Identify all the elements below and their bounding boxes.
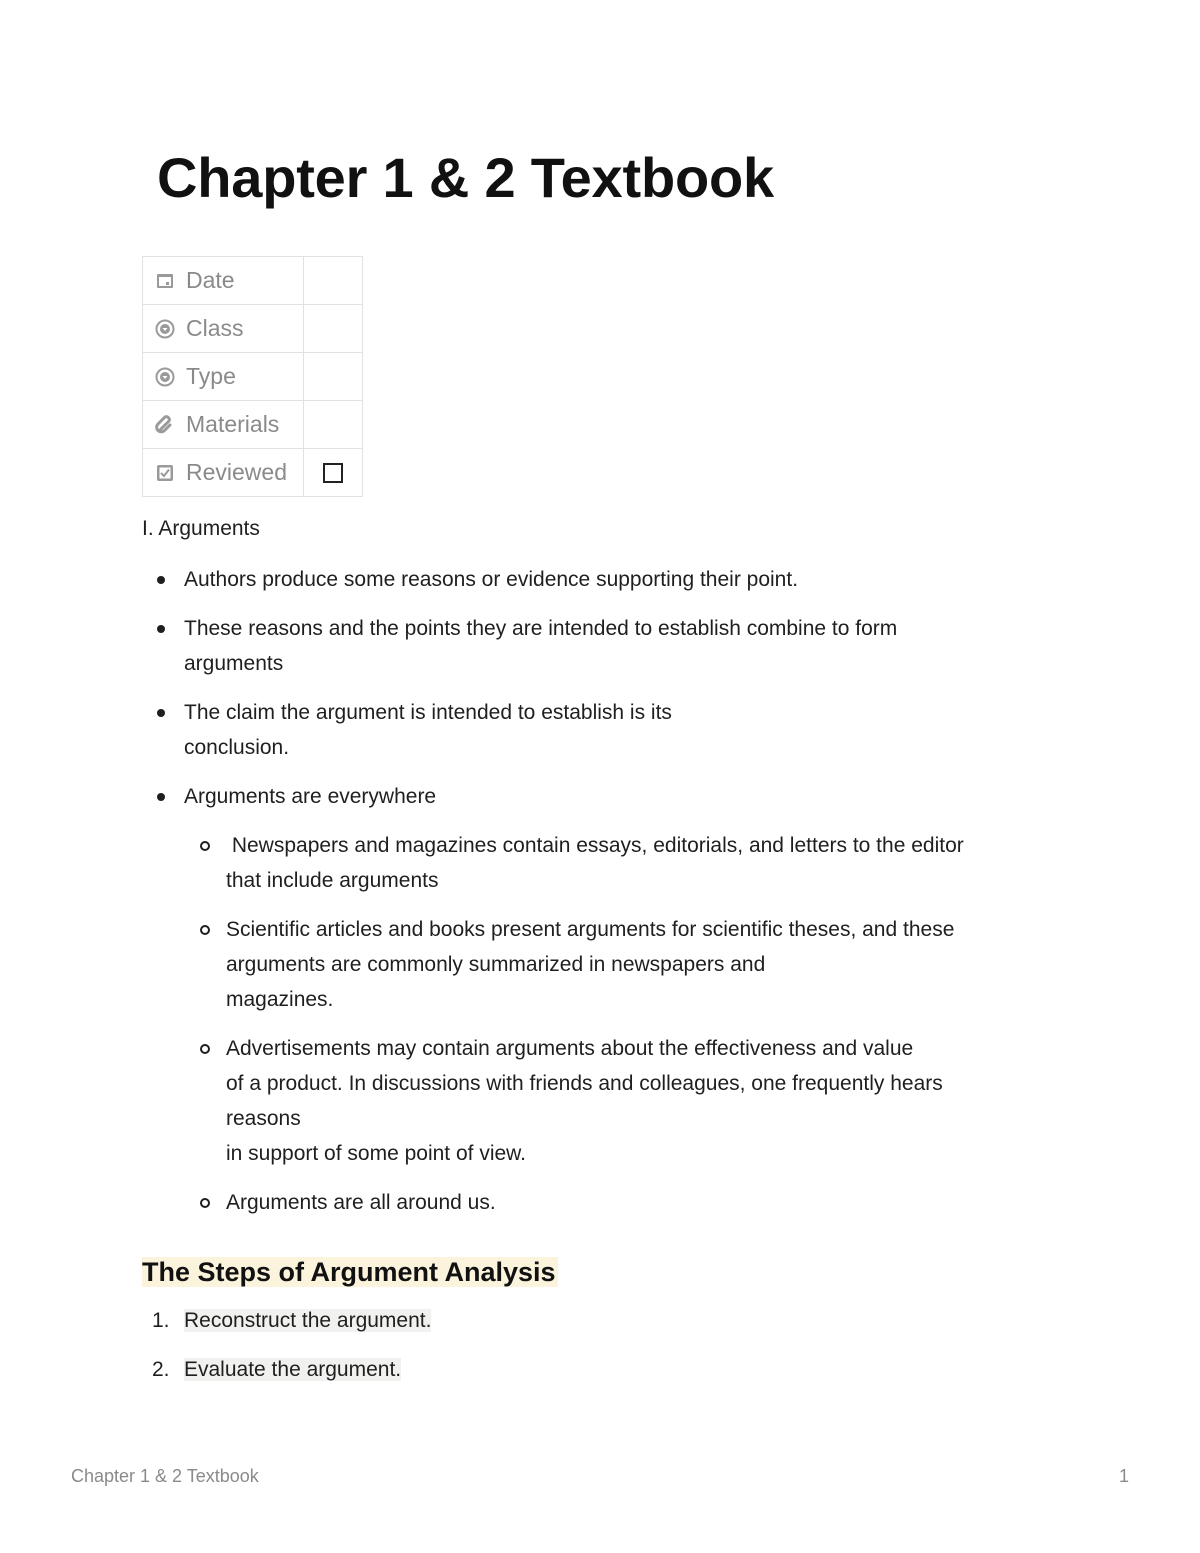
sub-bullet-list <box>184 828 1062 1220</box>
property-row-reviewed <box>143 449 363 497</box>
list-item: Arguments are everywhere Newspapers and magazines contain essays, editorials, and letters to the editor that include arguments Scientific articles and books present arguments for scientific theses, and these arguments are commonly summarized in newspapers and magazines. Advertisements may contain arguments about the effectiveness and value of a product. In discussions with friends and colleagues, one frequently hears reasons in support of some point of view. Arguments are all around us. <box>142 779 1062 1220</box>
sub-list-item: Scientific articles and books present arguments for scientific theses, and these arguments are commonly summarized in newspapers and magazines. <box>184 912 1062 1017</box>
select-icon <box>155 319 175 339</box>
section-heading-steps: The Steps of Argument Analysis <box>142 1257 556 1287</box>
hollow-bullet-icon <box>200 925 210 935</box>
numbered-list-item: 1. Reconstruct the argument. <box>152 1309 432 1332</box>
checkbox-icon <box>155 463 175 483</box>
property-value-date[interactable] <box>304 257 363 305</box>
calendar-icon <box>155 271 175 291</box>
property-label: Reviewed <box>186 459 287 485</box>
sub-list-item: Advertisements may contain arguments about the effectiveness and value of a product. In discussions with friends and colleagues, one frequently hears reasons in support of some point of view. <box>184 1031 1062 1171</box>
bullet-icon <box>157 576 165 584</box>
list-item: The claim the argument is intended to establish is its conclusion. <box>142 695 1062 765</box>
property-row-class <box>143 305 363 353</box>
list-item: These reasons and the points they are intended to establish combine to form arguments <box>142 611 1062 681</box>
property-row-materials <box>143 401 363 449</box>
bullet-list <box>142 562 1062 1220</box>
page-title: Chapter 1 & 2 Textbook <box>157 146 774 209</box>
properties-table <box>142 256 363 497</box>
numbered-list <box>142 1303 431 1401</box>
attachment-icon <box>155 415 175 435</box>
numbered-list-item: 2. Evaluate the argument. <box>152 1358 402 1381</box>
reviewed-checkbox[interactable] <box>323 463 343 483</box>
section-heading-arguments: I. Arguments <box>142 517 260 540</box>
select-icon <box>155 367 175 387</box>
bullet-icon <box>157 625 165 633</box>
list-item: Authors produce some reasons or evidence supporting their point. <box>142 562 1062 597</box>
page-number: 1 <box>1118 1466 1129 1486</box>
property-value-class[interactable] <box>304 305 363 353</box>
bullet-icon <box>157 709 165 717</box>
sub-list-item: Newspapers and magazines contain essays, editorials, and letters to the editor that include arguments <box>184 828 1062 898</box>
property-row-date <box>143 257 363 305</box>
property-label: Class <box>186 315 244 341</box>
property-label: Date <box>186 267 235 293</box>
hollow-bullet-icon <box>200 1044 210 1054</box>
property-label: Type <box>186 363 236 389</box>
hollow-bullet-icon <box>200 841 210 851</box>
hollow-bullet-icon <box>200 1198 210 1208</box>
property-row-type <box>143 353 363 401</box>
property-value-type[interactable] <box>304 353 363 401</box>
sub-list-item: Arguments are all around us. <box>184 1185 1062 1220</box>
property-label: Materials <box>186 411 280 437</box>
footer-title: Chapter 1 & 2 Textbook <box>71 1466 259 1486</box>
property-value-materials[interactable] <box>304 401 363 449</box>
bullet-icon <box>157 793 165 801</box>
